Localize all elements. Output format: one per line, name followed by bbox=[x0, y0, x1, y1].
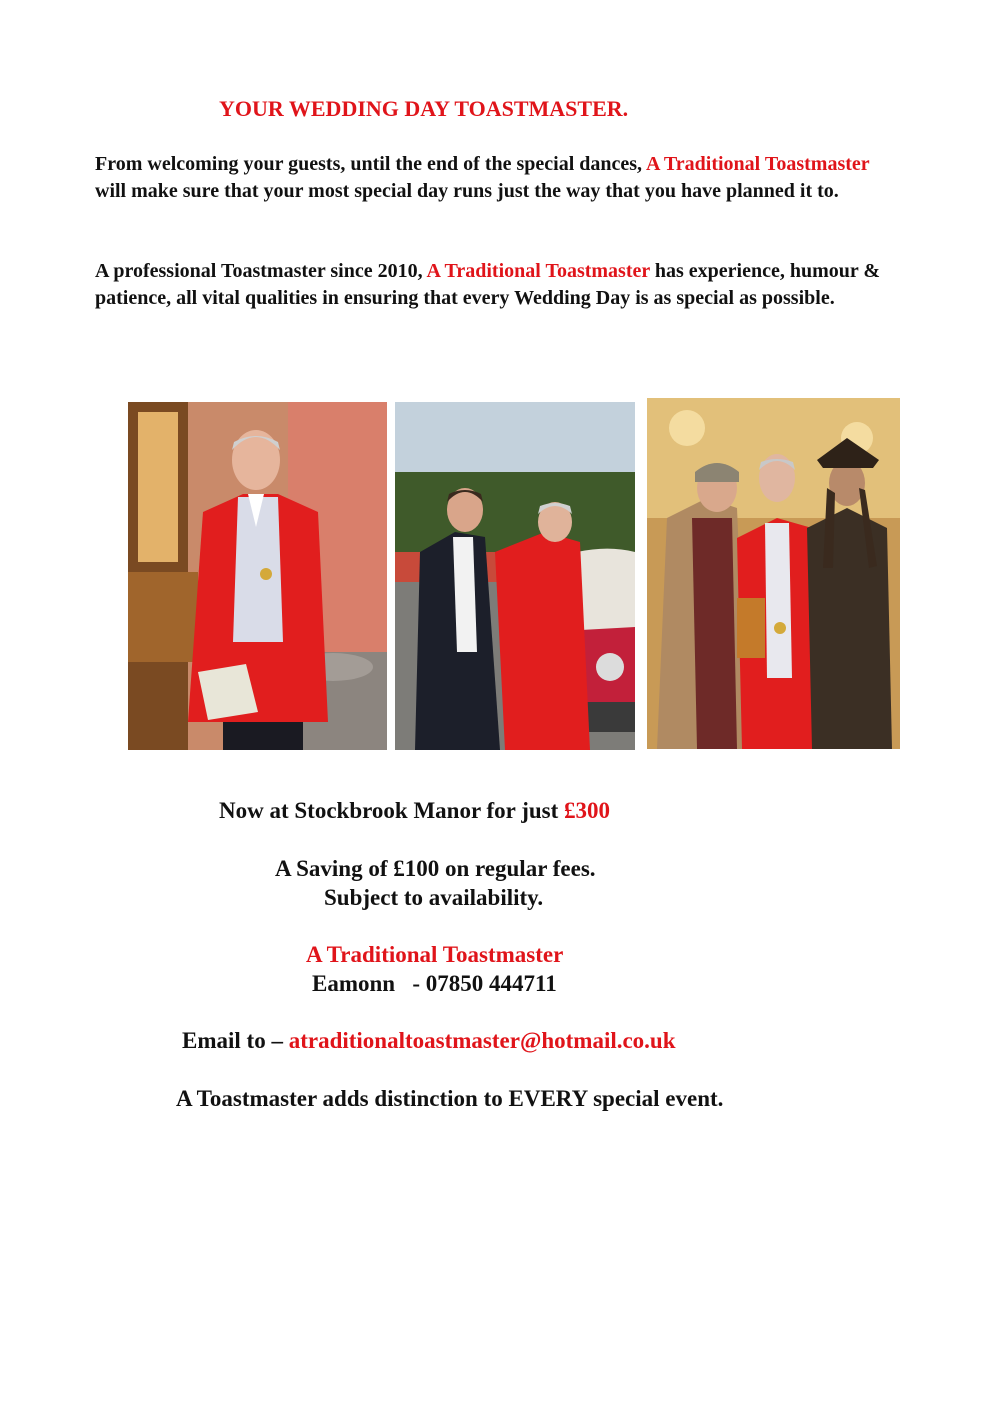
intro-paragraph bbox=[95, 151, 895, 205]
about-text-start: A professional Toastmaster since 2010, bbox=[95, 260, 427, 282]
offer-price: £300 bbox=[564, 798, 611, 823]
photo-toastmaster-with-guests bbox=[647, 398, 900, 749]
availability-line: Subject to availability. bbox=[324, 885, 544, 910]
tagline: A Toastmaster adds distinction to EVERY special event. bbox=[176, 1086, 724, 1111]
phone-line: Eamonn - 07850 444711 bbox=[312, 971, 557, 996]
photo-toastmaster-with-groom bbox=[395, 402, 635, 750]
email-line bbox=[182, 1026, 676, 1055]
offer-text: Now at Stockbrook Manor for just bbox=[219, 798, 565, 823]
about-text-end: has experience, humour & patience, all vital qualities in ensuring that every Wedding Day is as special as possible. bbox=[95, 260, 881, 309]
brand-name: A Traditional Toastmaster bbox=[645, 153, 870, 175]
intro-text-start: From welcoming your guests, until the end of the special dances, bbox=[95, 153, 646, 175]
about-paragraph bbox=[95, 258, 895, 312]
saving-line: A Saving of £100 on regular fees. bbox=[275, 856, 596, 881]
email-label: Email to – bbox=[182, 1028, 289, 1053]
photo-toastmaster-portrait bbox=[128, 402, 387, 750]
intro-text-end: will make sure that your most special day runs just the way that you have planned it to. bbox=[95, 180, 839, 202]
email-address[interactable]: atraditionaltoastmaster@hotmail.co.uk bbox=[288, 1028, 676, 1053]
offer-line bbox=[219, 796, 610, 825]
page-title: YOUR WEDDING DAY TOASTMASTER. bbox=[219, 96, 629, 121]
contact-brand: A Traditional Toastmaster bbox=[306, 942, 564, 967]
brand-name: A Traditional Toastmaster bbox=[426, 260, 650, 282]
